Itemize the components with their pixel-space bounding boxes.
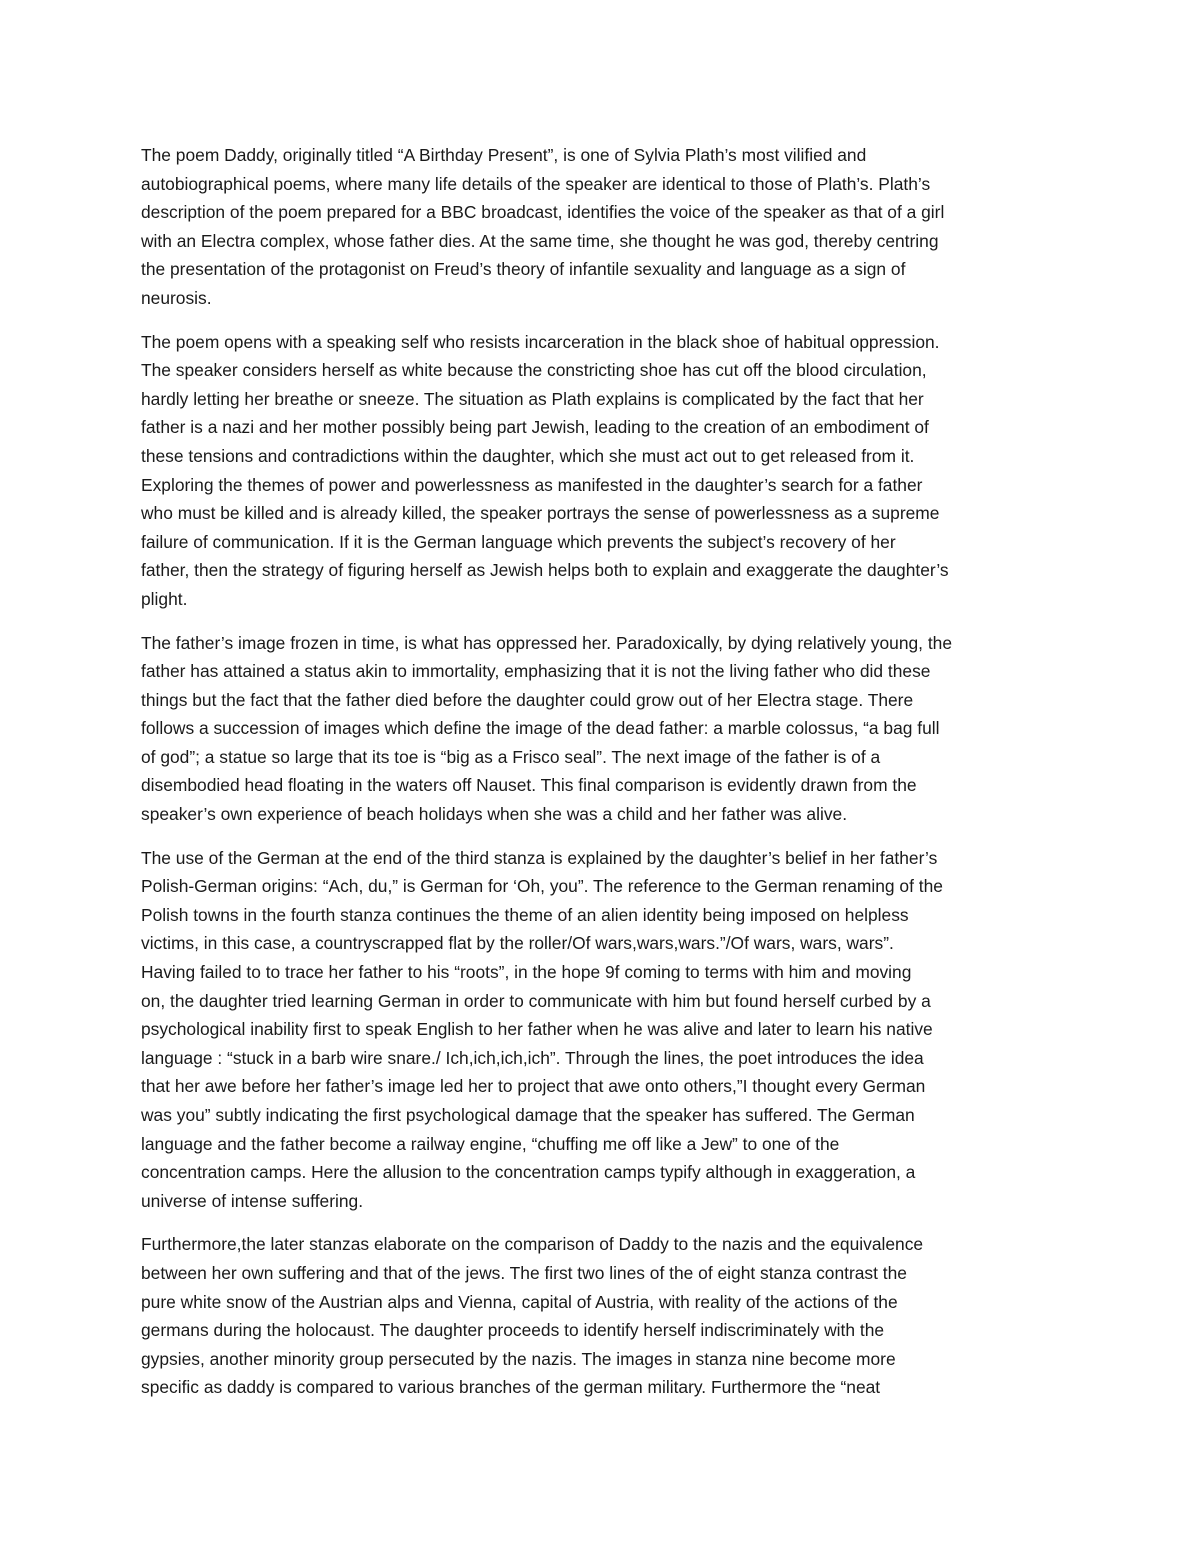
text-line: father has attained a status akin to immortality, emphasizing that it is not the living father who did these [141,661,931,682]
text-line: gypsies, another minority group persecuted by the nazis. The images in stanza nine become more [141,1348,896,1369]
text-line: that her awe before her father’s image led her to project that awe onto others,”I thought every German [141,1076,926,1097]
text-line: Polish-German origins: “Ach, du,” is German for ‘Oh, you”. The reference to the German renaming of the [141,876,943,897]
paragraph-4 [141,844,1061,1216]
text-line: Exploring the themes of power and powerlessness as manifested in the daughter’s search for a father [141,474,923,495]
paragraph-5 [141,1230,1061,1402]
text-line: the presentation of the protagonist on Freud’s theory of infantile sexuality and language as a sign of [141,259,906,280]
paragraph-2 [141,328,1061,614]
text-line: concentration camps. Here the allusion to the concentration camps typify although in exaggeration, a [141,1162,916,1183]
text-line: on, the daughter tried learning German in order to communicate with him but found herself curbed by a [141,990,931,1011]
text-line: description of the poem prepared for a BBC broadcast, identifies the voice of the speaker as that of a girl [141,202,945,223]
text-line: language : “stuck in a barb wire snare./ Ich,ich,ich,ich”. Through the lines, the poet introduces the idea [141,1047,924,1068]
text-line: victims, in this case, a countryscrapped flat by the roller/Of wars,wars,wars.”/Of wars, wars, wars”. [141,933,894,954]
text-line: The father’s image frozen in time, is what has oppressed her. Paradoxically, by dying relatively young, the [141,632,953,653]
text-line: Having failed to to trace her father to his “roots”, in the hope 9f coming to terms with him and moving [141,962,912,983]
text-line: father is a nazi and her mother possibly being part Jewish, leading to the creation of an embodiment of [141,417,929,438]
text-line: things but the fact that the father died before the daughter could grow out of her Electra stage. There [141,689,914,710]
text-line: failure of communication. If it is the German language which prevents the subject’s recovery of her [141,531,896,552]
text-line: The speaker considers herself as white because the constricting shoe has cut off the blood circulation, [141,360,927,381]
text-line: neurosis. [141,287,212,308]
text-line: disembodied head floating in the waters off Nauset. This final comparison is evidently drawn from the [141,775,917,796]
text-line: Furthermore,the later stanzas elaborate on the comparison of Daddy to the nazis and the equivalence [141,1234,924,1255]
text-line: hardly letting her breathe or sneeze. The situation as Plath explains is complicated by the fact that her [141,388,924,409]
paragraph-1 [141,141,1061,313]
text-line: follows a succession of images which define the image of the dead father: a marble colossus, “a bag full [141,718,940,739]
text-line: plight. [141,588,188,609]
text-line: germans during the holocaust. The daughter proceeds to identify herself indiscriminately with the [141,1320,885,1341]
text-line: of god”; a statue so large that its toe is “big as a Frisco seal”. The next image of the father is of a [141,746,881,767]
essay-body [141,141,1061,1417]
text-line: pure white snow of the Austrian alps and Vienna, capital of Austria, with reality of the actions of the [141,1291,898,1312]
text-line: father, then the strategy of figuring herself as Jewish helps both to explain and exaggerate the daughter’s [141,560,949,581]
text-line: these tensions and contradictions within the daughter, which she must act out to get released from it. [141,445,915,466]
text-line: between her own suffering and that of the jews. The first two lines of the of eight stanza contrast the [141,1262,907,1283]
text-line: speaker’s own experience of beach holidays when she was a child and her father was alive. [141,804,848,825]
text-line: was you” subtly indicating the first psychological damage that the speaker has suffered. The German [141,1105,915,1125]
text-line: psychological inability first to speak English to her father when he was alive and later to learn his native [141,1019,933,1040]
text-line: The use of the German at the end of the third stanza is explained by the daughter’s belief in her father’s [141,847,938,868]
text-line: The poem Daddy, originally titled “A Birthday Present”, is one of Sylvia Plath’s most vilified and [141,145,867,165]
text-line: specific as daddy is compared to various branches of the german military. Furthermore the “neat [141,1377,881,1398]
paragraph-3 [141,629,1061,829]
text-line: autobiographical poems, where many life details of the speaker are identical to those of Plath’s. Plath’s [141,173,931,194]
text-line: with an Electra complex, whose father dies. At the same time, she thought he was god, thereby centring [141,230,939,251]
text-line: The poem opens with a speaking self who resists incarceration in the black shoe of habitual oppression. [141,331,940,352]
text-line: who must be killed and is already killed, the speaker portrays the sense of powerlessness as a supreme [141,503,940,524]
text-line: language and the father become a railway engine, “chuffing me off like a Jew” to one of the [141,1133,840,1154]
text-line: Polish towns in the fourth stanza continues the theme of an alien identity being imposed on helpless [141,904,909,925]
text-line: universe of intense suffering. [141,1190,364,1211]
